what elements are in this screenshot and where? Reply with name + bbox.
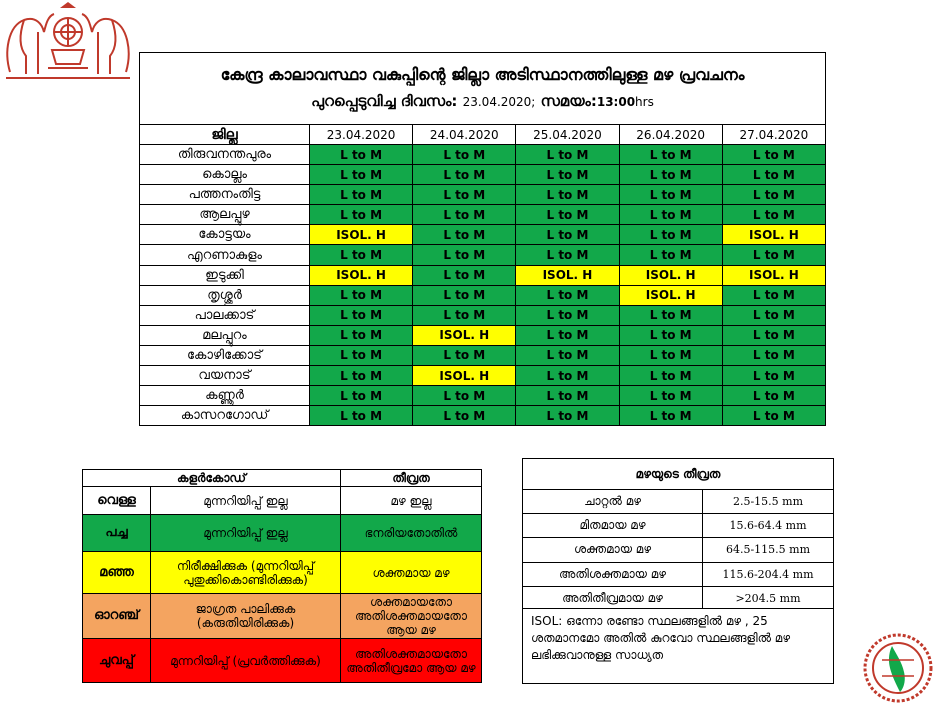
district-row xyxy=(140,345,826,365)
district-name: എറണാകുളം xyxy=(140,245,310,265)
forecast-cell: L to M xyxy=(413,245,516,265)
date-column-header: 26.04.2020 xyxy=(619,125,722,145)
district-forecast-table xyxy=(139,124,826,426)
forecast-cell: L to M xyxy=(310,205,413,225)
forecast-cell: L to M xyxy=(516,245,619,265)
legend-meaning: നിരീക്ഷിക്കുക (മുന്നറിയിപ്പ് പുതുക്കികൊണ്ടിരിക്കുക) xyxy=(151,552,341,594)
legend-code: വെള്ള xyxy=(83,487,151,515)
district-name: പാലക്കാട് xyxy=(140,305,310,325)
intensity-range: 2.5-15.5 mm xyxy=(703,490,834,514)
forecast-cell: L to M xyxy=(516,305,619,325)
legend-row-red xyxy=(83,639,482,683)
district-row xyxy=(140,245,826,265)
district-name: കണ്ണൂർ xyxy=(140,386,310,406)
forecast-cell: L to M xyxy=(413,265,516,285)
forecast-cell: L to M xyxy=(722,305,825,325)
intensity-row xyxy=(523,490,834,514)
forecast-cell: L to M xyxy=(619,165,722,185)
district-name: തിരുവനന്തപുരം xyxy=(140,145,310,165)
district-row xyxy=(140,325,826,345)
district-name: വയനാട് xyxy=(140,366,310,386)
color-code-legend xyxy=(82,469,482,683)
intensity-row xyxy=(523,538,834,562)
forecast-cell: L to M xyxy=(413,406,516,426)
forecast-cell: L to M xyxy=(310,145,413,165)
forecast-cell: L to M xyxy=(310,285,413,305)
district-row xyxy=(140,285,826,305)
intensity-row xyxy=(523,562,834,586)
intensity-range: 115.6-204.4 mm xyxy=(703,562,834,586)
legend-intensity: അതിശക്തമായതോ അതിതീവ്രമോ ആയ മഴ xyxy=(341,639,482,683)
forecast-cell: L to M xyxy=(722,406,825,426)
intensity-range: 15.6-64.4 mm xyxy=(703,514,834,538)
intensity-range: >204.5 mm xyxy=(703,586,834,610)
legend-meaning: മുന്നറിയിപ്പ് ഇല്ല xyxy=(151,487,341,515)
time-unit: hrs xyxy=(635,95,654,109)
time-label: സമയം: xyxy=(540,92,597,110)
legend-row-yellow xyxy=(83,552,482,594)
legend-meaning: ജാഗ്രത പാലിക്കുക (കരുതിയിരിക്കുക) xyxy=(151,594,341,639)
date-column-header: 24.04.2020 xyxy=(413,125,516,145)
forecast-cell: L to M xyxy=(516,185,619,205)
legend-intensity-header: തീവ്രത xyxy=(341,470,482,487)
legend-row-white xyxy=(83,487,482,515)
forecast-cell: L to M xyxy=(619,325,722,345)
forecast-cell: L to M xyxy=(310,325,413,345)
legend-code: പച്ച xyxy=(83,515,151,552)
forecast-cell: L to M xyxy=(619,305,722,325)
district-name: കോഴിക്കോട് xyxy=(140,345,310,365)
forecast-cell: L to M xyxy=(413,345,516,365)
district-name: മലപ്പുറം xyxy=(140,325,310,345)
forecast-cell: L to M xyxy=(413,165,516,185)
forecast-cell: L to M xyxy=(310,185,413,205)
district-row xyxy=(140,165,826,185)
forecast-cell: L to M xyxy=(516,165,619,185)
forecast-cell: L to M xyxy=(619,225,722,245)
date-column-header: 25.04.2020 xyxy=(516,125,619,145)
intensity-label: മിതമായ മഴ xyxy=(523,514,703,538)
district-name: ഇടുക്കി xyxy=(140,265,310,285)
forecast-cell: L to M xyxy=(619,145,722,165)
district-name: കാസറഗോഡ് xyxy=(140,406,310,426)
forecast-header xyxy=(139,52,826,125)
published-line xyxy=(140,91,825,112)
forecast-cell: L to M xyxy=(310,386,413,406)
forecast-cell: ISOL. H xyxy=(310,225,413,245)
forecast-cell: L to M xyxy=(310,165,413,185)
forecast-cell: L to M xyxy=(722,345,825,365)
legend-code: ഓറഞ്ച് xyxy=(83,594,151,639)
forecast-cell: L to M xyxy=(413,386,516,406)
forecast-cell: L to M xyxy=(722,165,825,185)
district-row xyxy=(140,386,826,406)
legend-code: ചുവപ്പ് xyxy=(83,639,151,683)
intensity-row xyxy=(523,586,834,610)
disaster-management-logo xyxy=(862,632,934,704)
forecast-header-row xyxy=(140,125,826,145)
forecast-cell: ISOL. H xyxy=(619,285,722,305)
published-date: 23.04.2020; xyxy=(462,95,536,109)
forecast-cell: L to M xyxy=(619,245,722,265)
intensity-title: മഴയുടെ തീവ്രത xyxy=(523,459,834,490)
rain-intensity-table xyxy=(522,458,834,611)
forecast-cell: L to M xyxy=(516,325,619,345)
forecast-cell: ISOL. H xyxy=(722,225,825,245)
forecast-cell: ISOL. H xyxy=(413,325,516,345)
district-row xyxy=(140,145,826,165)
forecast-cell: L to M xyxy=(516,205,619,225)
forecast-cell: L to M xyxy=(619,406,722,426)
district-row xyxy=(140,305,826,325)
forecast-cell: L to M xyxy=(516,345,619,365)
legend-code: മഞ്ഞ xyxy=(83,552,151,594)
district-name: കൊല്ലം xyxy=(140,165,310,185)
legend-code-header: കളർകോഡ് xyxy=(83,470,341,487)
forecast-cell: L to M xyxy=(516,386,619,406)
intensity-label: ശക്തമായ മഴ xyxy=(523,538,703,562)
district-name: പത്തനംതിട്ട xyxy=(140,185,310,205)
forecast-cell: L to M xyxy=(619,185,722,205)
district-row xyxy=(140,406,826,426)
district-name: ആലപ്പുഴ xyxy=(140,205,310,225)
forecast-cell: L to M xyxy=(722,325,825,345)
district-row xyxy=(140,366,826,386)
date-column-header: 23.04.2020 xyxy=(310,125,413,145)
forecast-cell: L to M xyxy=(619,205,722,225)
intensity-row xyxy=(523,514,834,538)
forecast-cell: ISOL. H xyxy=(310,265,413,285)
intensity-range: 64.5-115.5 mm xyxy=(703,538,834,562)
intensity-label: ചാറ്റൽ മഴ xyxy=(523,490,703,514)
forecast-cell: L to M xyxy=(310,366,413,386)
district-name: തൃശ്ശൂർ xyxy=(140,285,310,305)
forecast-cell: L to M xyxy=(413,225,516,245)
forecast-cell: L to M xyxy=(516,145,619,165)
forecast-cell: L to M xyxy=(722,366,825,386)
forecast-cell: L to M xyxy=(619,386,722,406)
forecast-cell: L to M xyxy=(516,225,619,245)
district-row xyxy=(140,205,826,225)
district-name: കോട്ടയം xyxy=(140,225,310,245)
legend-header-row xyxy=(83,470,482,487)
forecast-cell: L to M xyxy=(722,245,825,265)
intensity-label: അതിതീവ്രമായ മഴ xyxy=(523,586,703,610)
forecast-cell: L to M xyxy=(722,386,825,406)
legend-intensity: ശക്തമായതോ അതിശക്തമായതോ ആയ മഴ xyxy=(341,594,482,639)
forecast-cell: L to M xyxy=(310,305,413,325)
legend-meaning: മുന്നറിയിപ്പ് (പ്രവർത്തിക്കുക) xyxy=(151,639,341,683)
forecast-cell: L to M xyxy=(413,185,516,205)
legend-meaning: മുന്നറിയിപ്പ് ഇല്ല xyxy=(151,515,341,552)
legend-row-green xyxy=(83,515,482,552)
forecast-cell: L to M xyxy=(310,406,413,426)
isol-note: ISOL: ഒന്നോ രണ്ടോ സ്ഥലങ്ങളിൽ മഴ , 25 ശതമാനമോ അതിൽ കുറവോ സ്ഥലങ്ങളിൽ മഴ ലഭിക്കുവാനുള്ള സാധ്യത xyxy=(522,608,834,684)
forecast-cell: L to M xyxy=(619,366,722,386)
forecast-cell: L to M xyxy=(516,406,619,426)
forecast-cell: L to M xyxy=(516,366,619,386)
intensity-label: അതിശക്തമായ മഴ xyxy=(523,562,703,586)
forecast-cell: L to M xyxy=(619,345,722,365)
forecast-cell: L to M xyxy=(722,185,825,205)
district-row xyxy=(140,185,826,205)
intensity-header-row xyxy=(523,459,834,490)
legend-intensity: ഭനരിയതോതിൽ xyxy=(341,515,482,552)
district-row xyxy=(140,265,826,285)
legend-intensity: മഴ ഇല്ല xyxy=(341,487,482,515)
date-column-header: 27.04.2020 xyxy=(722,125,825,145)
legend-intensity: ശക്തമായ മഴ xyxy=(341,552,482,594)
legend-row-orange xyxy=(83,594,482,639)
forecast-cell: ISOL. H xyxy=(619,265,722,285)
forecast-cell: L to M xyxy=(722,285,825,305)
forecast-cell: L to M xyxy=(413,205,516,225)
district-row xyxy=(140,225,826,245)
forecast-cell: L to M xyxy=(413,145,516,165)
forecast-cell: L to M xyxy=(516,285,619,305)
kerala-emblem-logo xyxy=(2,2,134,84)
forecast-cell: L to M xyxy=(413,285,516,305)
forecast-cell: L to M xyxy=(722,205,825,225)
forecast-cell: ISOL. H xyxy=(722,265,825,285)
published-label: പുറപ്പെടുവിച്ച ദിവസം: xyxy=(311,92,458,110)
forecast-cell: L to M xyxy=(310,345,413,365)
district-column-header: ജില്ല xyxy=(140,125,310,145)
forecast-cell: ISOL. H xyxy=(516,265,619,285)
time-value: 13:00 xyxy=(596,95,636,109)
forecast-cell: L to M xyxy=(413,305,516,325)
forecast-cell: ISOL. H xyxy=(413,366,516,386)
forecast-cell: L to M xyxy=(310,245,413,265)
forecast-cell: L to M xyxy=(722,145,825,165)
forecast-title: കേന്ദ്ര കാലാവസ്ഥാ വകുപ്പിന്റെ ജില്ലാ അടിസ്ഥാനത്തിലുള്ള മഴ പ്രവചനം xyxy=(220,65,745,84)
